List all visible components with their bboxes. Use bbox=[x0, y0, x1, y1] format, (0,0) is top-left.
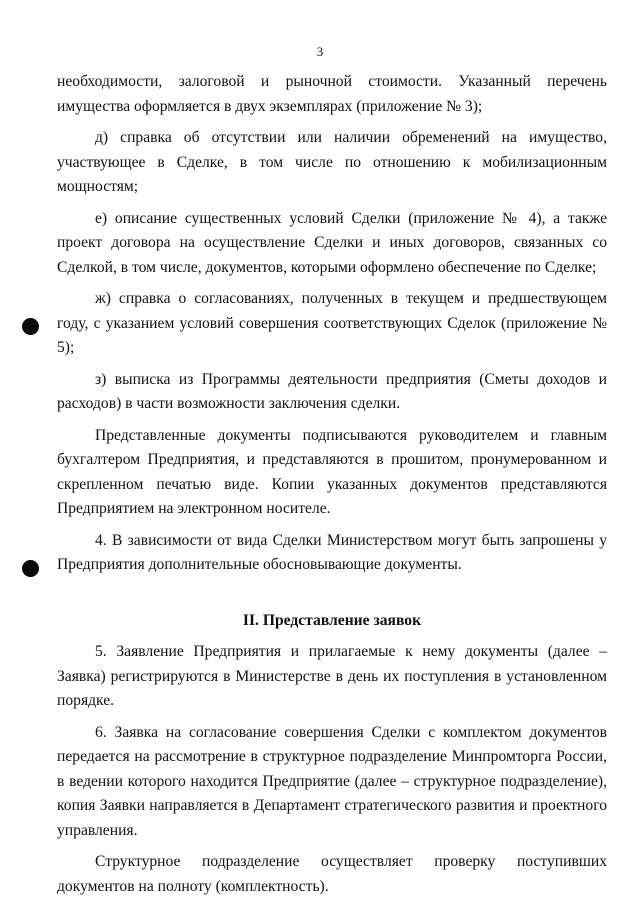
paragraph-group-2 bbox=[57, 640, 607, 899]
paragraph: 4. В зависимости от вида Сделки Министерством могут быть запрошены у Предприятия дополнительные обосновывающие документы. bbox=[57, 531, 607, 573]
punch-hole-mark bbox=[22, 560, 39, 577]
paragraph-group-1 bbox=[57, 70, 607, 578]
section-heading: II. Представление заявок bbox=[242, 611, 422, 629]
paragraph: е) описание существенных условий Сделки (приложение № 4), а также проект договора на осуществление Сделки и иных договоров, связанных со Сделкой, в том числе, документов, которыми оформлено обеспечение по Сделке; bbox=[57, 209, 607, 276]
paragraph: 5. Заявление Предприятия и прилагаемые к нему документы (далее – Заявка) регистрируются в Министерстве в день их поступления в установленном порядке. bbox=[57, 643, 607, 709]
paragraph: Представленные документы подписываются руководителем и главным бухгалтером Предприятия, и представляются в прошитом, пронумерованном и скрепленном печатью виде. Копии указанных документов представляются Предприятием на электронном носителе. bbox=[57, 426, 607, 517]
paragraph: д) справка об отсутствии или наличии обременений на имущество, участвующее в Сделке, в том числе по отношению к мобилизационным мощностям; bbox=[57, 129, 607, 195]
punch-hole-mark bbox=[22, 318, 39, 335]
paragraph: необходимости, залоговой и рыночной стоимости. Указанный перечень имущества оформляется в двух экземплярах (приложение № 3); bbox=[57, 73, 607, 115]
paragraph: ж) справка о согласованиях, полученных в текущем и предшествующем году, с указанием условий совершения соответствующих Сделок (приложение № 5); bbox=[57, 290, 607, 356]
page-number: 3 bbox=[316, 44, 324, 59]
document-body bbox=[57, 70, 607, 906]
paragraph: з) выписка из Программы деятельности предприятия (Сметы доходов и расходов) в части возможности заключения сделки. bbox=[57, 370, 607, 412]
paragraph: Структурное подразделение осуществляет проверку поступивших документов на полноту (комплектность). bbox=[57, 853, 607, 895]
paragraph: 6. Заявка на согласование совершения Сделки с комплектом документов передается на рассмотрение в структурное подразделение Минпромторга России, в ведении которого находится Предприятие (далее – структурное подразделение), копия Заявки направляется в Департамент стратегического развития и проектного управления. bbox=[57, 723, 607, 839]
